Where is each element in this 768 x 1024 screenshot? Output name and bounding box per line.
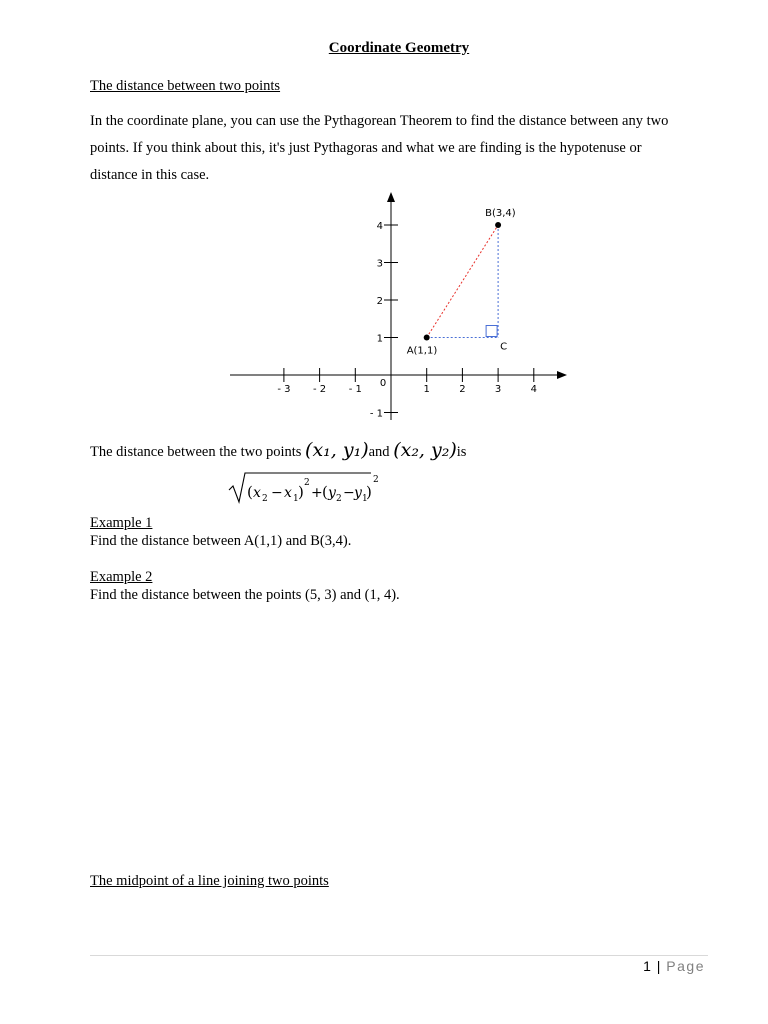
- hypotenuse-line: [427, 225, 498, 338]
- svg-text:−: −: [271, 485, 283, 501]
- point-b: [495, 222, 501, 228]
- example-2-text: Find the distance between the points (5, 3) and (1, 4).: [90, 587, 400, 603]
- intro-line-1: In the coordinate plane, you can use the Pythagorean Theorem to find the distance between any two: [90, 113, 669, 129]
- intro-line-2: points. If you think about this, it's just Pythagoras and what we are finding is the hypotenuse or: [90, 140, 642, 156]
- svg-text:+: +: [311, 485, 323, 501]
- svg-text:(: (: [247, 483, 253, 501]
- page-footer: [643, 958, 705, 974]
- right-angle-marker: [486, 326, 497, 337]
- distance-sentence: [90, 437, 466, 466]
- page-word: Page: [666, 958, 705, 974]
- and-word: and: [368, 444, 390, 460]
- x-tick-label: 3: [494, 384, 502, 395]
- footer-separator: |: [656, 958, 661, 974]
- y-tick-label: 1: [376, 333, 383, 345]
- x-tick-label: 4: [530, 384, 537, 395]
- svg-text:−: −: [343, 485, 355, 501]
- y1-subscript: 1: [362, 494, 368, 504]
- y-tick-label: - 1: [369, 408, 383, 420]
- exponent-1: 2: [304, 478, 310, 488]
- distance-prefix: The distance between the two points: [90, 444, 302, 460]
- y-axis-arrow: [387, 192, 395, 202]
- y1-symbol: y: [354, 485, 362, 501]
- x-ticks: [277, 368, 537, 395]
- x-tick-label: 0: [379, 378, 387, 389]
- x-tick-label: - 1: [348, 384, 362, 395]
- footer-divider: [90, 955, 708, 956]
- x1-subscript: 1: [293, 494, 299, 504]
- svg-text:): ): [366, 483, 372, 501]
- section-heading-midpoint: The midpoint of a line joining two points: [90, 873, 329, 889]
- svg-text:): ): [298, 483, 304, 501]
- y-tick-label: 3: [376, 258, 383, 270]
- x-tick-label: 2: [459, 384, 466, 395]
- y2-symbol: y: [328, 485, 336, 501]
- exponent-2: 2: [373, 475, 379, 485]
- point-b-label: B(3,4): [485, 208, 516, 219]
- x2-subscript: 2: [262, 494, 268, 504]
- coordinate-graph: [0, 0, 768, 440]
- y-tick-label: 4: [376, 221, 383, 232]
- x2-symbol: x: [253, 485, 261, 501]
- page-number: 1: [643, 958, 651, 974]
- point-a: [424, 335, 430, 341]
- distance-formula: [226, 470, 386, 506]
- point-2-notation: (x₂, y₂): [393, 439, 457, 461]
- y-tick-label: 2: [376, 296, 383, 307]
- section-heading-distance: The distance between two points: [90, 78, 281, 94]
- example-1-text: Find the distance between A(1,1) and B(3,4).: [90, 533, 352, 549]
- y2-subscript: 2: [336, 494, 342, 504]
- example-1-label: Example 1: [90, 515, 153, 531]
- point-a-label: A(1,1): [406, 345, 438, 357]
- x1-symbol: x: [284, 485, 292, 501]
- point-c-label: C: [500, 341, 508, 353]
- point-1-notation: (x₁, y₁): [305, 439, 369, 461]
- page-title: Coordinate Geometry: [328, 40, 470, 56]
- is-word: is: [456, 444, 467, 460]
- intro-line-3: distance in this case.: [90, 167, 210, 183]
- example-2-label: Example 2: [90, 569, 153, 585]
- x-axis-arrow: [557, 371, 567, 379]
- y-ticks: [370, 221, 398, 420]
- x-tick-label: - 3: [277, 384, 291, 395]
- x-tick-label: - 2: [313, 384, 327, 395]
- x-tick-label: 1: [423, 384, 430, 395]
- svg-text:(: (: [322, 483, 328, 501]
